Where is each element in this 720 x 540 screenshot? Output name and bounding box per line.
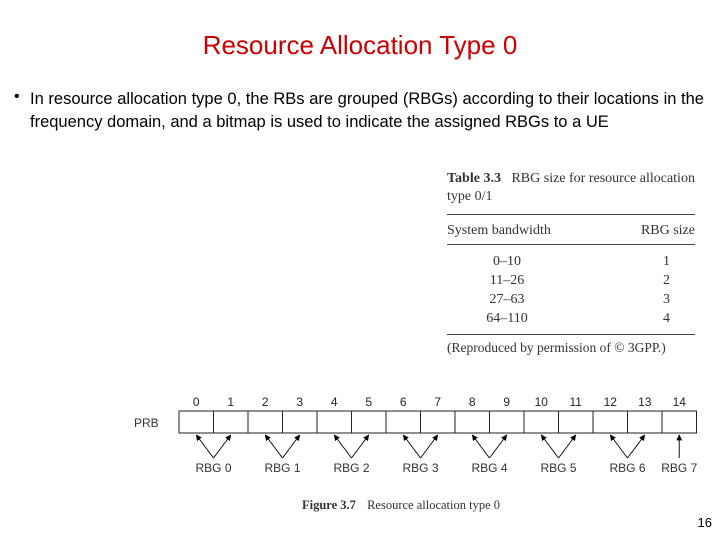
rbg-arrow (265, 435, 282, 458)
prb-cell (524, 411, 559, 433)
prb-number: 6 (399, 395, 407, 409)
rbg-arrow (490, 435, 507, 458)
prb-number: 8 (468, 395, 476, 409)
table-note: (Reproduced by permission of © 3GPP.) (447, 340, 666, 355)
prb-number: 12 (603, 395, 617, 409)
bullet-icon: • (14, 88, 20, 105)
prb-cell (214, 411, 249, 433)
rbg-arrow (610, 435, 627, 458)
prb-number: 0 (192, 395, 200, 409)
prb-cell (317, 411, 352, 433)
prb-row-label: PRB (134, 416, 159, 430)
prb-cell (179, 411, 214, 433)
prb-number: 5 (365, 395, 373, 409)
prb-number: 10 (534, 395, 548, 409)
prb-cell (455, 411, 490, 433)
prb-number: 4 (330, 395, 338, 409)
prb-number: 2 (261, 395, 269, 409)
prb-number: 9 (503, 395, 511, 409)
prb-number: 3 (296, 395, 304, 409)
prb-number: 14 (672, 395, 686, 409)
prb-cell (421, 411, 456, 433)
table-cell-rbg-size: 3 (663, 292, 670, 307)
table-cell-rbg-size: 2 (663, 273, 670, 288)
prb-number: 11 (569, 395, 582, 409)
table-cell-bandwidth: 27–63 (489, 292, 525, 307)
prb-number: 7 (434, 395, 442, 409)
prb-cell (283, 411, 318, 433)
rbg-label: RBG 6 (609, 461, 646, 475)
figure-caption-number: Figure 3.7 (302, 498, 356, 512)
rbg-arrow (283, 435, 300, 458)
rbg-arrow (334, 435, 351, 458)
prb-cell (559, 411, 594, 433)
rbg-arrow (628, 435, 645, 458)
rbg-arrow (541, 435, 558, 458)
table-cell-rbg-size: 1 (663, 254, 670, 269)
rbg-label: RBG 0 (195, 461, 232, 475)
table-cell-bandwidth: 0–10 (493, 254, 521, 269)
rbg-label: RBG 4 (471, 461, 508, 475)
rbg-label: RBG 1 (264, 461, 301, 475)
table-caption-number: Table 3.3 (447, 171, 501, 186)
rbg-label: RBG 3 (402, 461, 439, 475)
rbg-arrow (403, 435, 420, 458)
rbg-label: RBG 7 (661, 461, 698, 475)
rbg-arrow (421, 435, 438, 458)
table-header-rbg-size: RBG size (640, 223, 695, 238)
prb-cell (490, 411, 525, 433)
prb-cell (662, 411, 697, 433)
table-cell-rbg-size: 4 (663, 311, 670, 326)
slide-title: Resource Allocation Type 0 (202, 30, 518, 60)
figure-caption-text: Resource allocation type 0 (367, 498, 501, 512)
rbg-arrow (352, 435, 369, 458)
table-cell-bandwidth: 11–26 (489, 273, 525, 288)
prb-cell (386, 411, 421, 433)
prb-number: 1 (227, 395, 235, 409)
rbg-label: RBG 5 (540, 461, 577, 475)
rbg-arrow (214, 435, 231, 458)
table-caption-text: RBG size for resource allocation type 0/1 (447, 171, 695, 204)
rbg-arrow (196, 435, 213, 458)
prb-number: 13 (638, 395, 652, 409)
bullet-text: In resource allocation type 0, the RBs are grouped (RBGs) according to their locations in the frequency domain, and a bitmap is used to indicate the assigned RBGs to a UE (30, 90, 704, 131)
page-number: 16 (697, 515, 712, 530)
rbg-arrow (472, 435, 489, 458)
prb-cell (352, 411, 387, 433)
prb-cell (593, 411, 628, 433)
prb-cell (628, 411, 663, 433)
prb-cell (248, 411, 283, 433)
figure-caption (302, 498, 500, 512)
rbg-label: RBG 2 (333, 461, 370, 475)
rbg-arrow (559, 435, 576, 458)
table-cell-bandwidth: 64–110 (486, 311, 528, 326)
table-header-bandwidth: System bandwidth (447, 223, 551, 238)
